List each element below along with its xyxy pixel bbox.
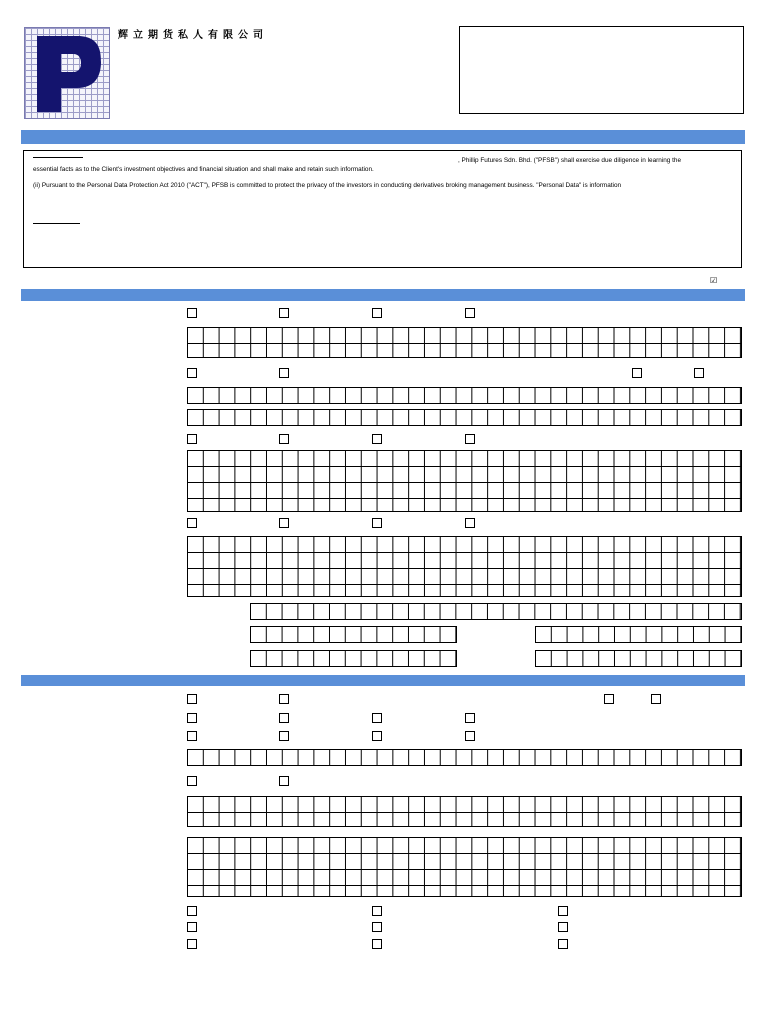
checkbox[interactable]	[187, 694, 197, 704]
mobile-entry-grid[interactable]	[250, 650, 457, 667]
checkbox[interactable]	[187, 368, 197, 378]
checkbox[interactable]	[187, 713, 197, 723]
id-entry-grid-2[interactable]	[187, 409, 742, 426]
checkbox[interactable]	[372, 308, 382, 318]
checkbox[interactable]	[279, 434, 289, 444]
checkbox[interactable]	[279, 713, 289, 723]
checkbox[interactable]	[558, 939, 568, 949]
mailing-address-grid[interactable]	[187, 536, 742, 597]
office-use-box	[459, 26, 744, 114]
checkbox[interactable]	[187, 922, 197, 932]
checkbox[interactable]	[372, 939, 382, 949]
section-bar-notice	[21, 130, 745, 144]
checkbox[interactable]	[465, 731, 475, 741]
fax-entry-grid[interactable]	[535, 650, 742, 667]
notice-box	[23, 150, 742, 268]
notice-line-3: (ii) Pursuant to the Personal Data Protection Act 2010 ("ACT"), PFSB is committed to protect the privacy of the investors in conducting derivatives broking management business. "Personal Data" is information	[33, 182, 622, 189]
employer-entry-grid[interactable]	[187, 796, 742, 827]
checkbox[interactable]	[279, 368, 289, 378]
blank-underline	[33, 157, 83, 158]
checkbox[interactable]	[465, 434, 475, 444]
checkbox[interactable]	[558, 922, 568, 932]
checkbox[interactable]	[372, 518, 382, 528]
checkbox[interactable]	[604, 694, 614, 704]
postcode-entry-grid[interactable]	[250, 603, 742, 620]
notice-line-2: essential facts as to the Client's investment objectives and financial situation and shall make and retain such information.	[33, 166, 374, 173]
name-entry-grid[interactable]	[187, 327, 742, 358]
checkbox[interactable]	[372, 731, 382, 741]
checkbox[interactable]	[372, 922, 382, 932]
notice-line-1: , Phillip Futures Sdn. Bhd. ("PFSB") shall exercise due diligence in learning the	[458, 157, 681, 164]
checkbox[interactable]	[465, 713, 475, 723]
checkbox[interactable]	[187, 434, 197, 444]
occupation-entry-grid[interactable]	[187, 749, 742, 766]
checkbox[interactable]	[632, 368, 642, 378]
checkbox[interactable]	[372, 434, 382, 444]
checkbox[interactable]	[279, 776, 289, 786]
checkbox[interactable]	[279, 694, 289, 704]
logo-p-icon	[25, 28, 109, 118]
checkbox[interactable]	[279, 308, 289, 318]
checkbox[interactable]	[187, 518, 197, 528]
section-bar-personal	[21, 289, 745, 301]
checkbox[interactable]	[694, 368, 704, 378]
address-entry-grid[interactable]	[187, 450, 742, 512]
checkbox[interactable]	[187, 731, 197, 741]
checkbox[interactable]	[465, 308, 475, 318]
section-bar-employment	[21, 675, 745, 686]
checkbox[interactable]	[651, 694, 661, 704]
checkbox[interactable]	[279, 518, 289, 528]
checkbox[interactable]	[187, 776, 197, 786]
checkbox[interactable]	[372, 906, 382, 916]
company-logo	[24, 27, 110, 119]
company-name: 辉立期货私人有限公司	[118, 30, 268, 41]
blank-underline	[33, 223, 80, 224]
consent-checkbox[interactable]: ☑	[710, 276, 718, 285]
checkbox[interactable]	[279, 731, 289, 741]
phone-entry-grid-2[interactable]	[535, 626, 742, 643]
phone-entry-grid[interactable]	[250, 626, 457, 643]
checkbox[interactable]	[372, 713, 382, 723]
employer-address-grid[interactable]	[187, 837, 742, 897]
checkbox[interactable]	[465, 518, 475, 528]
checkbox[interactable]	[187, 308, 197, 318]
checkbox[interactable]	[558, 906, 568, 916]
checkbox[interactable]	[187, 939, 197, 949]
checkbox[interactable]	[187, 906, 197, 916]
id-entry-grid[interactable]	[187, 387, 742, 404]
